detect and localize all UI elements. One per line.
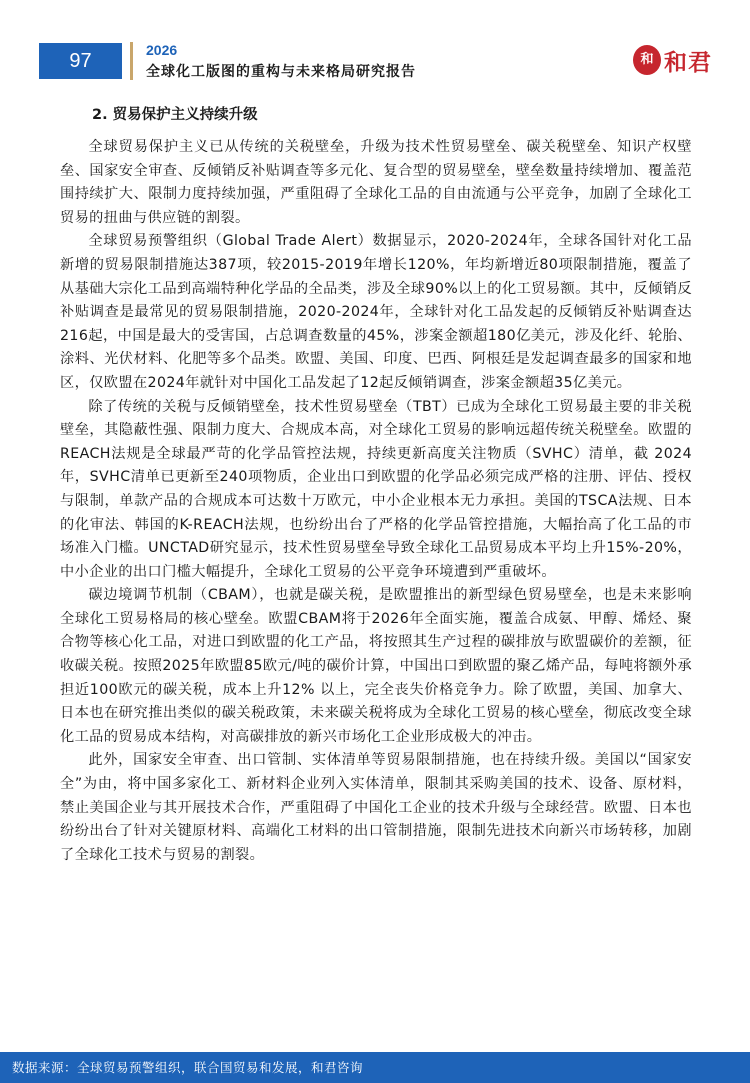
footer-source-bar <box>0 1052 750 1083</box>
paragraph-1: 全球贸易保护主义已从传统的关税壁垒，升级为技术性贸易壁垒、碳关税壁垒、知识产权壁垒、国家安全审查、反倾销反补贴调查等多元化、复合型的贸易壁垒，壁垒数量持续增加、覆盖范围持续扩大、限制力度持续加强，严重阻碍了全球化工品的自由流通与公平竞争，加剧了全球化工贸易的扭曲与供应链的割裂。 <box>60 139 692 226</box>
data-source-note: 数据来源：全球贸易预警组织，联合国贸易和发展，和君咨询 <box>12 1060 364 1075</box>
paragraph-4: 碳边境调节机制（CBAM），也就是碳关税，是欧盟推出的新型绿色贸易壁垒，也是未来影响全球化工贸易格局的核心壁垒。欧盟CBAM将于2026年全面实施，覆盖合成氨、甲醇、烯烃、聚合物等核心化工品，对进口到欧盟的化工产品，将按照其生产过程的碳排放与欧盟碳价的差额，征收碳关税。按照2025年欧盟85欧元/吨的碳价计算，中国出口到欧盟的聚乙烯产品，每吨将额外承担近100欧元的碳关税，成本上升12% 以上，完全丧失价格竞争力。除了欧盟，美国、加拿大、日本也在研究推出类似的碳关税政策，未来碳关税将成为全球化工贸易的核心壁垒，彻底改变全球化工品的贸易成本结构，对高碳排放的新兴市场化工企业形成极大的冲击。 <box>60 587 692 745</box>
header-divider <box>130 42 133 80</box>
paragraph-3: 除了传统的关税与反倾销壁垒，技术性贸易壁垒（TBT）已成为全球化工贸易最主要的非关税壁垒，其隐蔽性强、限制力度大、合规成本高，对全球化工贸易的影响远超传统关税壁垒。欧盟的REACH法规是全球最严苛的化学品管控法规，持续更新高度关注物质（SVHC）清单，截 2024年，SVHC清单已更新至240项物质，企业出口到欧盟的化学品必须完成严格的注册、评估、授权与限制，单款产品的合规成本可达数十万欧元，中小企业根本无力承担。美国的TSCA法规、日本的化审法、韩国的K-REACH法规，也纷纷出台了严格的化学品管控措施，大幅抬高了化工品的市场准入门槛。UNCTAD研究显示，技术性贸易壁垒导致全球化工品贸易成本平均上升15%-20%，中小企业的出口门槛大幅提升，全球化工贸易的公平竞争环境遭到严重破坏。 <box>60 398 692 580</box>
logo-text: 和君 <box>664 48 712 76</box>
section-heading: 2. 贸易保护主义持续升级 <box>92 107 258 123</box>
main-content <box>60 104 692 867</box>
page-number: 97 <box>39 43 122 79</box>
hejun-logo <box>633 42 712 78</box>
report-year: 2026 <box>146 42 178 58</box>
report-title: 全球化工版图的重构与未来格局研究报告 <box>146 64 416 80</box>
paragraph-2: 全球贸易预警组织（Global Trade Alert）数据显示，2020-2024年，全球各国针对化工品新增的贸易限制措施达387项，较2015-2019年增长120%，年均新增近80项限制措施，覆盖了从基础大宗化工品到高端特种化学品的全品类，涉及全球90%以上的化工贸易额。其中，反倾销反补贴调查是最常见的贸易限制措施，2020-2024年，全球针对化工品发起的反倾销反补贴调查达216起，中国是最大的受害国，占总调查数量的45%，涉案金额超180亿美元，涉及化纤、轮胎、涂料、光伏材料、化肥等多个品类。欧盟、美国、印度、巴西、阿根廷是发起调查最多的国家和地区，仅欧盟在2024年就针对中国化工品发起了12起反倾销调查，涉案金额超35亿美元。 <box>60 233 692 391</box>
paragraph-5: 此外，国家安全审查、出口管制、实体清单等贸易限制措施，也在持续升级。美国以“国家安全”为由，将中国多家化工、新材料企业列入实体清单，限制其采购美国的技术、设备、原材料，禁止美国企业与其开展技术合作，严重阻碍了中国化工企业的技术升级与全球经营。欧盟、日本也纷纷出台了针对关键原材料、高端化工材料的出口管制措施，限制先进技术向新兴市场转移，加剧了全球化工技术与贸易的割裂。 <box>60 752 692 863</box>
seal-icon: 和 <box>633 45 661 75</box>
